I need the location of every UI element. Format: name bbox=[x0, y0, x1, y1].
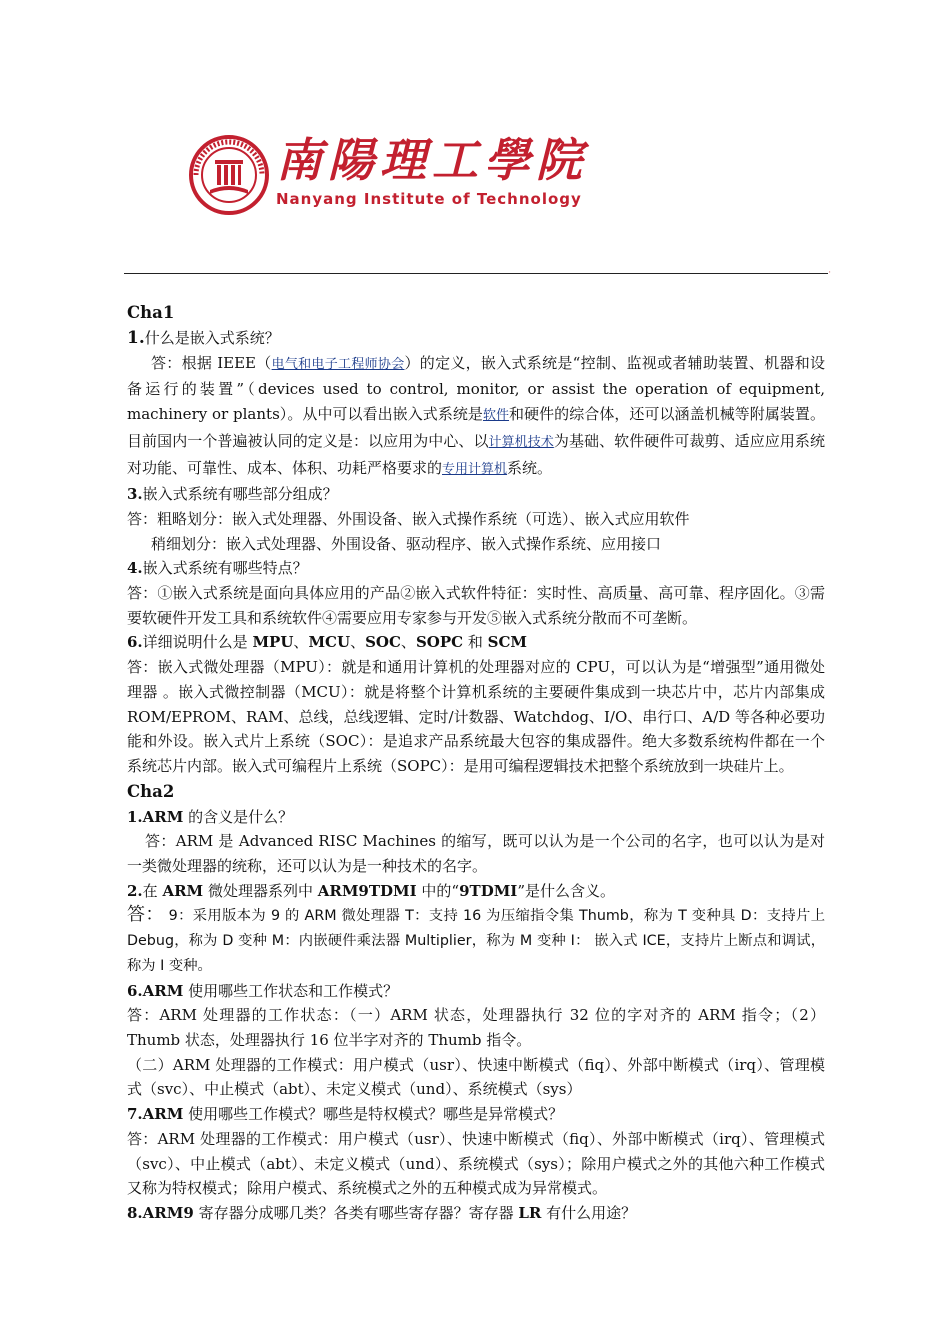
question-1-1: 1.什么是嵌入式系统？ bbox=[127, 328, 280, 348]
question-1-4: 4.嵌入式系统有哪些特点？ bbox=[127, 559, 308, 578]
logo-english-name: Nanyang Institute of Technology bbox=[276, 190, 582, 208]
question-2-2: 2.在 ARM 微处理器系列中 ARM9TDMI 中的“9TDMI”是什么含义。 bbox=[127, 881, 615, 900]
header-divider bbox=[124, 273, 828, 274]
answer-2-2: 答： 9：采用版本为 9 的 ARM 微处理器 T：支持 16 为压缩指令集 Thumb，称为 T 变种具 D：支持片上 Debug，称为 D 变种 M：内嵌硬件乘法器 Multiplier，称为 M 变种 I： 嵌入式 ICE，支持片上断点和调试，称为 I 变种。 bbox=[127, 904, 825, 974]
document-body bbox=[127, 300, 825, 1226]
answer-2-7: 答：ARM 处理器的工作模式：用户模式（usr）、快速中断模式（fiq）、外部中断模式（irq）、管理模式（svc）、中止模式（abt）、未定义模式（und）、系统模式（sys）；除用户模式之外的其他六种工作模式又称为特权模式；除用户模式、系统模式之外的五种模式成为异常模式。 bbox=[127, 1129, 825, 1198]
link-software[interactable]: 软件 bbox=[482, 408, 510, 424]
answer-1-3a: 答：粗略划分：嵌入式处理器、外围设备、嵌入式操作系统（可选）、嵌入式应用软件 bbox=[127, 509, 690, 528]
question-1-6: 6.详细说明什么是 MPU、MCU、SOC、SOPC 和 SCM bbox=[127, 633, 527, 652]
university-logo bbox=[188, 128, 588, 220]
question-2-8: 8.ARM9 寄存器分成哪几类？各类有哪些寄存器？寄存器 LR 有什么用途？ bbox=[127, 1203, 637, 1222]
divider-mark: ' bbox=[829, 271, 831, 278]
answer-2-1: 答：ARM 是 Advanced RISC Machines 的缩写，既可以认为是一个公司的名字，也可以认为是对一类微处理器的统称，还可以认为是一种技术的名字。 bbox=[127, 832, 825, 876]
question-1-3: 3.嵌入式系统有哪些部分组成？ bbox=[127, 485, 338, 504]
answer-1-1: 答：根据 IEEE（电气和电子工程师协会）的定义，嵌入式系统是“控制、监视或者辅助装置、机器和设备运行的装置”（devices used to control, monitor, or assist the operation of equipment, machinery or plants）。从中可以看出嵌入式系统是软件和硬件的综合体，还可以涵盖机械等附属装置。目前国内一个普遍被认同的定义是：以应用为中心、以计算机技术为基础、软件硬件可裁剪、适应应用系统对功能、可靠性、成本、体积、功耗严格要求的专用计算机系统。 bbox=[127, 353, 825, 477]
link-special-computer[interactable]: 专用计算机 bbox=[442, 461, 508, 477]
answer-2-6b: （二）ARM 处理器的工作模式：用户模式（usr）、快速中断模式（fiq）、外部中断模式（irq）、管理模式（svc）、中止模式（abt）、未定义模式（und）、系统模式（sys） bbox=[127, 1055, 825, 1099]
section-title-cha1: Cha1 bbox=[127, 303, 175, 322]
answer-1-3b: 稍细划分：嵌入式处理器、外围设备、驱动程序、嵌入式操作系统、应用接口 bbox=[151, 534, 662, 553]
question-2-6: 6.ARM 使用哪些工作状态和工作模式？ bbox=[127, 981, 399, 1000]
university-seal-icon bbox=[188, 134, 270, 216]
link-computer-technology[interactable]: 计算机技术 bbox=[488, 434, 554, 450]
question-2-1: 1.ARM 的含义是什么？ bbox=[127, 807, 294, 826]
logo-chinese-name: 南陽理工學院 bbox=[276, 133, 588, 187]
question-2-7: 7.ARM 使用哪些工作模式？哪些是特权模式？哪些是异常模式？ bbox=[127, 1105, 564, 1124]
answer-2-6a: 答：ARM 处理器的工作状态：（一）ARM 状态，处理器执行 32 位的字对齐的 ARM 指令；（2）Thumb 状态，处理器执行 16 位半字对齐的 Thumb 指令。 bbox=[127, 1006, 825, 1049]
link-ieee[interactable]: 电气和电子工程师协会 bbox=[271, 356, 405, 372]
answer-1-4: 答：①嵌入式系统是面向具体应用的产品②嵌入式软件特征：实时性、高质量、高可靠、程序固化。③需要软硬件开发工具和系统软件④需要应用专家参与开发⑤嵌入式系统分散而不可垄断。 bbox=[127, 584, 825, 627]
section-title-cha2: Cha2 bbox=[127, 781, 175, 801]
answer-1-6: 答：嵌入式微处理器（MPU）：就是和通用计算机的处理器对应的 CPU，可以认为是“增强型”通用微处理器 。嵌入式微控制器（MCU）：就是将整个计算机系统的主要硬件集成到一块芯片中，芯片内部集成 ROM/EPROM、RAM、总线，总线逻辑、定时/计数器、Watchdog、I/O、串行口、A/D 等各种必要功能和外设。嵌入式片上系统（SOC）：是追求产品系统最大包容的集成器件。绝大多数系统构件都在一个系统芯片内部。嵌入式可编程片上系统（SOPC）：是用可编程逻辑技术把整个系统放到一块硅片上。 bbox=[127, 658, 825, 775]
